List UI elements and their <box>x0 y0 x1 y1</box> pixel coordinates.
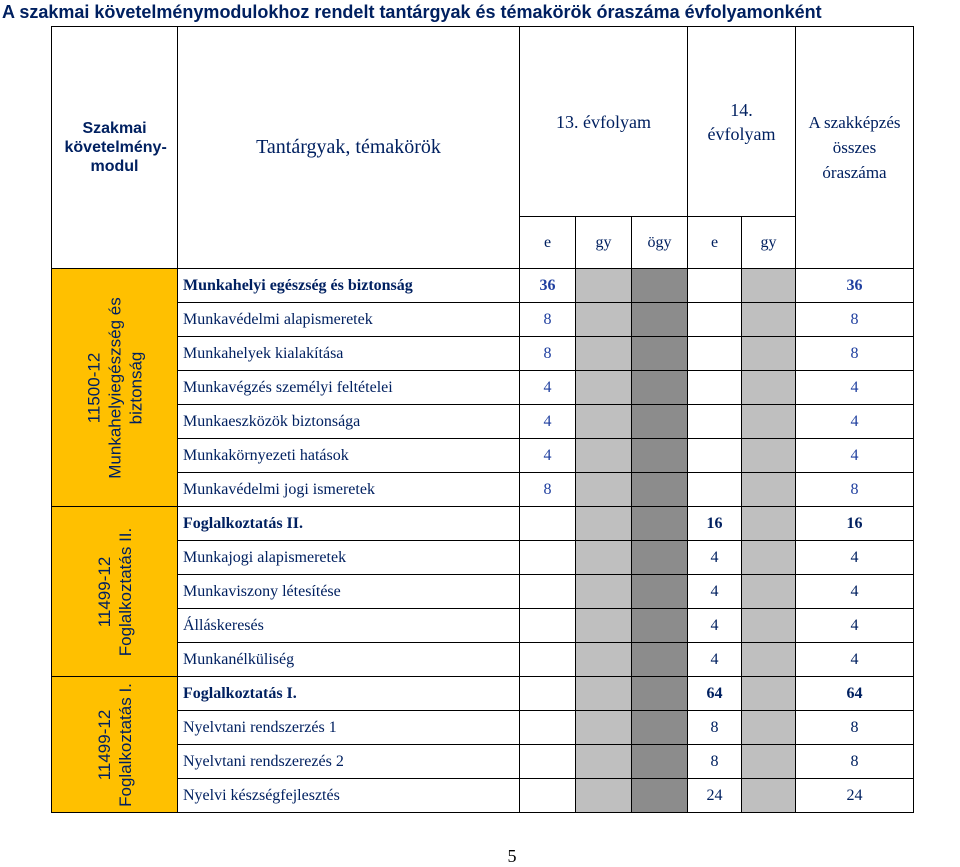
subject-label: Munkahelyek kialakítása <box>178 337 520 371</box>
hours-14-gy <box>742 303 796 337</box>
hours-14-gy <box>742 643 796 677</box>
hours-14-gy <box>742 609 796 643</box>
hours-table <box>51 26 914 813</box>
hours-14-gy <box>742 473 796 507</box>
table-row <box>52 745 914 779</box>
hours-13-gy <box>576 745 632 779</box>
hours-total: 8 <box>796 303 914 337</box>
page-title: A szakmai követelménymodulokhoz rendelt tantárgyak és témakörök óraszáma évfolyamonként <box>2 2 822 22</box>
subheader-14-gy: gy <box>742 217 796 269</box>
header-subjects: Tantárgyak, témakörök <box>178 27 520 269</box>
hours-14-gy <box>742 269 796 303</box>
header-module <box>52 27 178 269</box>
hours-14-gy <box>742 745 796 779</box>
module-cell <box>52 677 178 813</box>
subject-label: Munkavégzés személyi feltételei <box>178 371 520 405</box>
header-year-14 <box>688 27 796 217</box>
subject-label: Foglalkoztatás I. <box>178 677 520 711</box>
hours-13-ogy <box>632 507 688 541</box>
hours-14-e: 8 <box>688 711 742 745</box>
hours-13-e <box>520 507 576 541</box>
table-row <box>52 303 914 337</box>
hours-total: 4 <box>796 371 914 405</box>
hours-13-e <box>520 541 576 575</box>
hours-13-ogy <box>632 677 688 711</box>
module-name: 11500-12 Munkahelyiegészség és biztonság <box>84 296 145 479</box>
hours-13-ogy <box>632 269 688 303</box>
hours-13-e <box>520 609 576 643</box>
hours-total: 8 <box>796 711 914 745</box>
hours-13-e <box>520 677 576 711</box>
subheader-13-gy: gy <box>576 217 632 269</box>
table-row <box>52 337 914 371</box>
table-row <box>52 711 914 745</box>
header-year-14-label: 14. évfolyam <box>707 99 776 144</box>
subheader-14-e: e <box>688 217 742 269</box>
module-cell <box>52 507 178 677</box>
table-row <box>52 405 914 439</box>
hours-13-gy <box>576 677 632 711</box>
hours-total: 8 <box>796 337 914 371</box>
subject-label: Nyelvtani rendszerezés 2 <box>178 745 520 779</box>
hours-14-e: 4 <box>688 643 742 677</box>
hours-14-gy <box>742 575 796 609</box>
hours-14-e: 24 <box>688 779 742 813</box>
page-number: 5 <box>507 846 517 866</box>
hours-total: 4 <box>796 541 914 575</box>
subject-label: Munkajogi alapismeretek <box>178 541 520 575</box>
hours-14-e <box>688 303 742 337</box>
hours-total: 24 <box>796 779 914 813</box>
hours-14-gy <box>742 711 796 745</box>
hours-13-gy <box>576 337 632 371</box>
hours-14-gy <box>742 439 796 473</box>
hours-13-e <box>520 745 576 779</box>
hours-total: 64 <box>796 677 914 711</box>
hours-total: 4 <box>796 405 914 439</box>
hours-14-e: 8 <box>688 745 742 779</box>
hours-total: 16 <box>796 507 914 541</box>
hours-total: 36 <box>796 269 914 303</box>
hours-13-e: 36 <box>520 269 576 303</box>
module-cell <box>52 269 178 507</box>
hours-13-ogy <box>632 779 688 813</box>
table-row <box>52 677 914 711</box>
hours-14-e <box>688 405 742 439</box>
hours-13-gy <box>576 473 632 507</box>
header-year-13: 13. évfolyam <box>520 27 688 217</box>
subject-label: Álláskeresés <box>178 609 520 643</box>
hours-14-e: 4 <box>688 541 742 575</box>
hours-13-e: 8 <box>520 473 576 507</box>
subject-label: Munkahelyi egészség és biztonság <box>178 269 520 303</box>
hours-13-gy <box>576 507 632 541</box>
hours-14-e <box>688 337 742 371</box>
table-row <box>52 609 914 643</box>
hours-14-gy <box>742 507 796 541</box>
table-row <box>52 507 914 541</box>
hours-14-e: 4 <box>688 609 742 643</box>
subheader-13-e: e <box>520 217 576 269</box>
hours-total: 4 <box>796 609 914 643</box>
hours-13-ogy <box>632 745 688 779</box>
hours-total: 4 <box>796 575 914 609</box>
hours-13-ogy <box>632 439 688 473</box>
hours-14-gy <box>742 677 796 711</box>
subject-label: Nyelvtani rendszerzés 1 <box>178 711 520 745</box>
subject-label: Foglalkoztatás II. <box>178 507 520 541</box>
hours-total: 8 <box>796 473 914 507</box>
hours-14-e: 16 <box>688 507 742 541</box>
hours-13-gy <box>576 643 632 677</box>
table-row <box>52 269 914 303</box>
hours-13-e: 4 <box>520 371 576 405</box>
hours-total: 8 <box>796 745 914 779</box>
hours-14-e: 4 <box>688 575 742 609</box>
hours-13-e <box>520 643 576 677</box>
hours-13-ogy <box>632 575 688 609</box>
hours-13-e <box>520 575 576 609</box>
subject-label: Munkavédelmi alapismeretek <box>178 303 520 337</box>
hours-total: 4 <box>796 643 914 677</box>
subject-label: Munkanélküliség <box>178 643 520 677</box>
hours-13-gy <box>576 303 632 337</box>
table-row <box>52 439 914 473</box>
hours-13-ogy <box>632 473 688 507</box>
hours-13-ogy <box>632 405 688 439</box>
hours-14-e <box>688 371 742 405</box>
subject-label: Munkavédelmi jogi ismeretek <box>178 473 520 507</box>
table-row <box>52 575 914 609</box>
hours-13-ogy <box>632 711 688 745</box>
table-row <box>52 541 914 575</box>
subheader-13-ogy: ögy <box>632 217 688 269</box>
hours-14-e <box>688 439 742 473</box>
subject-label: Munkakörnyezeti hatások <box>178 439 520 473</box>
hours-13-e: 8 <box>520 303 576 337</box>
hours-total: 4 <box>796 439 914 473</box>
hours-13-ogy <box>632 337 688 371</box>
hours-14-gy <box>742 779 796 813</box>
hours-13-gy <box>576 269 632 303</box>
hours-13-gy <box>576 371 632 405</box>
table-row <box>52 643 914 677</box>
module-name: 11499-12 Foglalkoztatás I. <box>94 682 135 807</box>
header-module-label: Szakmai követelmény-modul <box>64 120 167 175</box>
hours-13-gy <box>576 575 632 609</box>
hours-13-gy <box>576 711 632 745</box>
hours-13-e: 4 <box>520 405 576 439</box>
hours-14-e <box>688 473 742 507</box>
hours-13-gy <box>576 609 632 643</box>
hours-13-e: 4 <box>520 439 576 473</box>
hours-13-ogy <box>632 371 688 405</box>
table-row <box>52 779 914 813</box>
table-row <box>52 371 914 405</box>
module-name: 11499-12 Foglalkoztatás II. <box>94 527 135 656</box>
table-row <box>52 473 914 507</box>
hours-13-e <box>520 779 576 813</box>
hours-13-ogy <box>632 541 688 575</box>
hours-13-gy <box>576 439 632 473</box>
hours-13-gy <box>576 541 632 575</box>
hours-13-ogy <box>632 303 688 337</box>
hours-14-e: 64 <box>688 677 742 711</box>
hours-14-gy <box>742 405 796 439</box>
header-total-label: A szakképzés összes óraszáma <box>808 113 901 182</box>
subject-label: Munkaeszközök biztonsága <box>178 405 520 439</box>
hours-14-e <box>688 269 742 303</box>
subject-label: Munkaviszony létesítése <box>178 575 520 609</box>
hours-14-gy <box>742 337 796 371</box>
hours-13-ogy <box>632 643 688 677</box>
subject-label: Nyelvi készségfejlesztés <box>178 779 520 813</box>
hours-13-ogy <box>632 609 688 643</box>
header-total <box>796 27 914 269</box>
hours-14-gy <box>742 371 796 405</box>
hours-13-gy <box>576 405 632 439</box>
hours-13-e: 8 <box>520 337 576 371</box>
hours-13-gy <box>576 779 632 813</box>
hours-13-e <box>520 711 576 745</box>
hours-14-gy <box>742 541 796 575</box>
